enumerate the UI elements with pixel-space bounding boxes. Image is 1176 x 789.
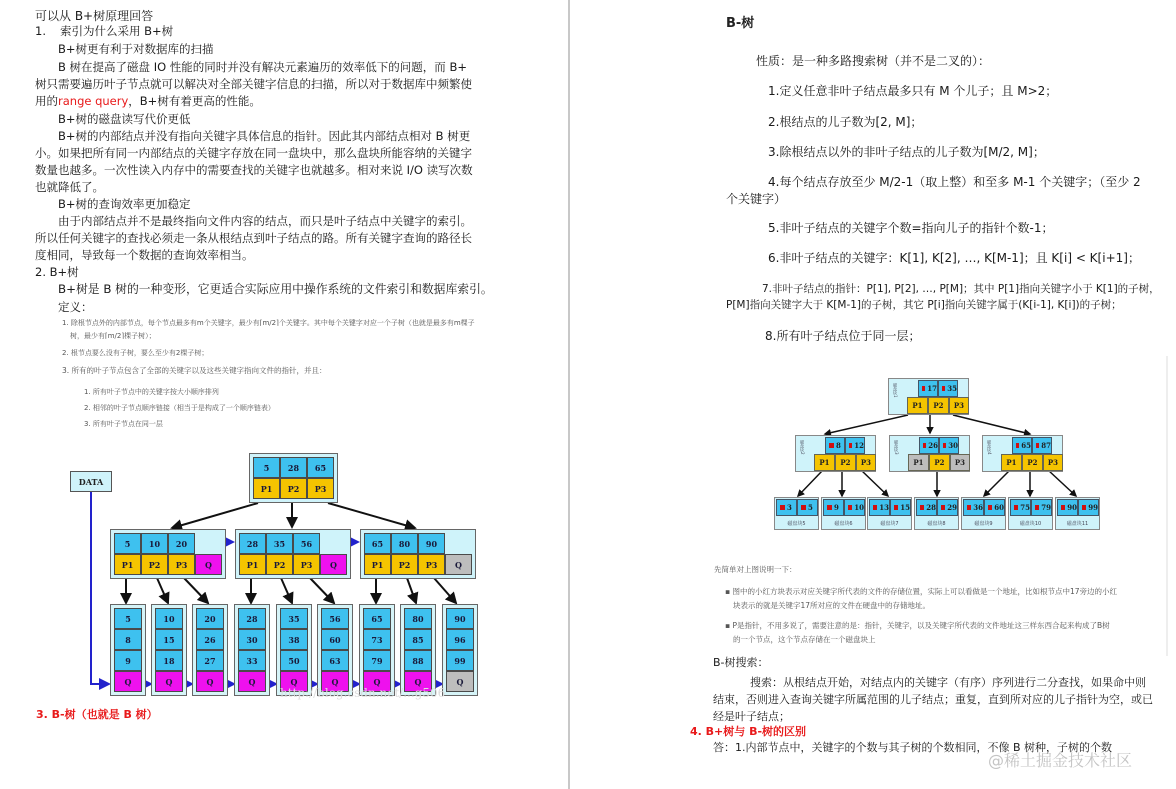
def-item: 2. 根节点要么没有子树，要么至少有2棵子树； [62, 349, 209, 357]
key-cell: 28 [238, 608, 266, 629]
key-cell: 18 [155, 650, 183, 671]
explain-bullet-text: 图中的小红方块表示对应关键字所代表的文件的存储位置，实际上可以看做是一个地址，比如根节点中17旁边的小红 [732, 587, 1118, 596]
key-cell: 8 [114, 629, 142, 650]
p3-heading: B+树的查询效率更加稳定 [58, 197, 191, 211]
pointer-cell: P2 [391, 554, 418, 575]
pointer-cell: P1 [908, 454, 929, 471]
next-pointer-cell: Q [321, 671, 349, 692]
key-cell: 30 [238, 629, 266, 650]
key-cell [1031, 499, 1052, 516]
next-pointer-cell: Q [195, 554, 222, 575]
key-cell: 96 [446, 629, 474, 650]
address-marker-icon [1016, 443, 1019, 448]
key-cell [963, 499, 984, 516]
key-cell: 88 [404, 650, 432, 671]
pointer-cell: P2 [928, 397, 949, 414]
key-value: 79 [1041, 503, 1051, 512]
key-cell: 10 [155, 608, 183, 629]
key-cell [825, 437, 845, 454]
key-value: 28 [926, 503, 936, 512]
address-marker-icon [829, 443, 834, 448]
btree-leaf-node [1055, 497, 1100, 530]
key-value: 8 [836, 441, 841, 450]
key-cell [1012, 437, 1032, 454]
key-value: 90 [1067, 503, 1077, 512]
key-cell: 56 [293, 533, 320, 554]
key-cell: 5 [253, 457, 280, 478]
def-item: 树，最少有⌈m/2⌉棵子树）； [70, 332, 156, 340]
address-marker-icon [1035, 505, 1039, 510]
next-pointer-cell: Q [114, 671, 142, 692]
key-cell: 26 [196, 629, 224, 650]
pointer-cell: P1 [114, 554, 141, 575]
section2-title: 2. B+树 [35, 265, 79, 279]
explain-bullet-cont: 的一个节点，这个节点存储在一个磁盘块上 [733, 635, 876, 644]
pointer-cell: P1 [239, 554, 266, 575]
bplus-leaf-node [317, 604, 353, 696]
disk-block-label: 磁盘块5 [787, 521, 806, 527]
next-pointer-cell: Q [238, 671, 266, 692]
explain-intro: 先简单对上图说明一下： [714, 565, 797, 574]
key-cell: 38 [280, 629, 308, 650]
left-page [0, 0, 568, 789]
intro-text: 可以从 B+树原理回答 [35, 9, 154, 23]
pointer-cell: P3 [949, 397, 969, 414]
definition-label: 定义： [58, 300, 93, 314]
key-cell: 85 [404, 629, 432, 650]
sub-item: 1. 所有叶子节点中的关键字按大小顺序排列 [84, 388, 219, 396]
pointer-cell: P3 [293, 554, 320, 575]
address-marker-icon [988, 505, 992, 510]
key-value: 65 [1021, 441, 1031, 450]
p1-line-tail: ，B+树有着更高的性能。 [128, 94, 261, 108]
key-cell: 90 [446, 608, 474, 629]
bplus-leaf-node [110, 604, 146, 696]
key-value: 30 [948, 441, 958, 450]
key-value: 87 [1041, 441, 1051, 450]
key-cell [939, 437, 959, 454]
next-pointer-cell: Q [155, 671, 183, 692]
key-cell: 5 [114, 608, 142, 629]
p1-line-prefix: 用的 [35, 94, 58, 108]
btree-leaf-node [821, 497, 866, 530]
key-cell [918, 380, 938, 397]
def-item: 1. 除根节点外的内部节点，每个节点最多有m个关键字，最少有⌈m/2⌉个关键字。其中每个关键字对应一个子树（也就是最多有m棵子 [62, 319, 475, 327]
btree-leaf-node [914, 497, 959, 530]
btree-leaf-node [867, 497, 912, 530]
pointer-cell: P3 [1043, 454, 1063, 471]
key-cell [869, 499, 890, 516]
p2-heading: B+树的磁盘读写代价更低 [58, 112, 191, 126]
disk-block-label: 磁盘块2 [800, 440, 805, 455]
explain-bullet: ▪ 图中的小红方块表示对应关键字所代表的文件的存储位置，实际上可以看做是一个地址，比如根节点中17旁边的小红 [725, 587, 1118, 596]
btree-rule: 2.根结点的儿子数为[2, M]； [768, 115, 923, 129]
key-cell: 63 [321, 650, 349, 671]
address-marker-icon [967, 505, 971, 510]
bplus-root-node [249, 453, 338, 503]
key-cell [1078, 499, 1099, 516]
address-marker-icon [894, 505, 898, 510]
pointer-cell: P1 [814, 454, 835, 471]
pointer-cell: P2 [141, 554, 168, 575]
address-marker-icon [780, 505, 785, 510]
btree-internal-node [795, 435, 876, 472]
p2-line: 小。如果把所有同一内部结点的关键字存放在同一盘块中，那么盘块所能容纳的关键字 [35, 146, 472, 160]
pointer-cell: P1 [364, 554, 391, 575]
p3-line: 由于内部结点并不是最终指向文件内容的结点，而只是叶子结点中关键字的索引。 [58, 214, 472, 228]
disk-block-label: 磁盘块9 [974, 521, 993, 527]
next-pointer-cell: Q [280, 671, 308, 692]
disk-block-label: 磁盘块10 [1019, 521, 1042, 527]
key-cell [984, 499, 1005, 516]
key-value: 26 [928, 441, 938, 450]
pointer-cell: P3 [950, 454, 970, 471]
pointer-cell: P1 [1001, 454, 1022, 471]
pointer-cell: P2 [835, 454, 856, 471]
key-cell: 60 [321, 629, 349, 650]
btree-root-node [888, 378, 969, 415]
pointer-cell: P2 [266, 554, 293, 575]
btree-rule: 4.每个结点存放至少 M/2-1（取上整）和至多 M-1 个关键字；（至少 2 [768, 175, 1141, 189]
address-marker-icon [923, 443, 926, 448]
key-value: 12 [854, 441, 864, 450]
pointer-cell: P2 [1022, 454, 1043, 471]
bplus-leaf-node [234, 604, 270, 696]
next-pointer-cell: Q [446, 671, 474, 692]
key-cell [1032, 437, 1052, 454]
disk-block-label: 磁盘块6 [834, 521, 853, 527]
key-cell [845, 437, 865, 454]
disk-block-label: 磁盘块7 [880, 521, 899, 527]
address-marker-icon [941, 505, 945, 510]
juejin-watermark: @稀土掘金技术社区 [988, 751, 1133, 770]
key-cell [919, 437, 939, 454]
key-cell: 99 [446, 650, 474, 671]
key-cell [937, 499, 958, 516]
bplus-leaf-node [192, 604, 228, 696]
p2-line: B+树的内部结点并没有指向关键字具体信息的指针。因此其内部结点相对 B 树更 [58, 129, 471, 143]
key-value: 15 [900, 503, 910, 512]
key-value: 10 [854, 503, 864, 512]
btree-rule: 6.非叶子结点的关键字：K[1], K[2], …, K[M-1]；且 K[i] < K[i+1]； [768, 251, 1140, 265]
bplus-internal-node [360, 529, 476, 579]
key-value: 3 [787, 503, 792, 512]
right-page [570, 0, 1176, 789]
explain-bullet-cont: 块表示的就是关键字17所对应的文件在硬盘中的存储地址。 [733, 601, 931, 610]
btree-internal-node [889, 435, 970, 472]
key-cell: 79 [363, 650, 391, 671]
key-cell: 56 [321, 608, 349, 629]
address-marker-icon [1036, 443, 1039, 448]
address-marker-icon [873, 505, 877, 510]
empty-cell [320, 533, 347, 554]
key-value: 9 [834, 503, 839, 512]
key-cell [916, 499, 937, 516]
key-value: 17 [927, 384, 937, 393]
btree-rule: 个关键字） [726, 192, 787, 206]
key-cell: 10 [141, 533, 168, 554]
next-pointer-cell: Q [363, 671, 391, 692]
btree-leaf-node [961, 497, 1006, 530]
key-cell: 80 [404, 608, 432, 629]
btree-title: B-树 [726, 16, 755, 31]
key-cell: 33 [238, 650, 266, 671]
next-pointer-cell: Q [445, 554, 472, 575]
btree-leaf-node [1008, 497, 1053, 530]
pointer-cell: P3 [168, 554, 195, 575]
key-cell [823, 499, 844, 516]
bplus-leaf-node [151, 604, 187, 696]
disk-block-label: 磁盘块3 [894, 440, 899, 455]
def-item: 3. 所有的叶子节点包含了全部的关键字以及这些关键字指向文件的指针，并且： [62, 366, 327, 375]
answer-line: 答：1.内部节点中，关键字的个数与其子树的个数相同，不像 B 树种，子树的个数 [713, 741, 1113, 754]
disk-block-label: 磁盘块4 [987, 440, 992, 455]
address-marker-icon [849, 443, 852, 448]
bplus-leaf-node [442, 604, 478, 696]
address-marker-icon [1061, 505, 1065, 510]
bplus-leaf-node [276, 604, 312, 696]
bplus-internal-node [235, 529, 351, 579]
section2-desc: B+树是 B 树的一种变形，它更适合实际应用中操作系统的文件索引和数据库索引。 [58, 282, 493, 296]
empty-cell [195, 533, 222, 554]
pointer-cell: P3 [856, 454, 876, 471]
key-cell: 80 [391, 533, 418, 554]
btree-rule: 7.非叶子结点的指针：P[1], P[2], …, P[M]；其中 P[1]指向关键字小于 K[1]的子树， [762, 283, 1160, 295]
next-pointer-cell: Q [196, 671, 224, 692]
key-cell [776, 499, 797, 516]
p3-line: 所以任何关键字的查找必须走一条从根结点到叶子结点的路。所有关键字查询的路径长 [35, 231, 472, 245]
address-marker-icon [920, 505, 924, 510]
pointer-cell: P2 [929, 454, 950, 471]
key-cell: 65 [363, 608, 391, 629]
p2-line: 数量也越多。一次性读入内存中的需要查找的关键字也就越多。相对来说 I/O 读写次数 [35, 163, 473, 177]
key-cell: 15 [155, 629, 183, 650]
btree-rule: 5.非叶子结点的关键字个数=指向儿子的指针个数-1； [768, 221, 1054, 235]
explain-bullet: ▪ P是指针，不用多说了，需要注意的是：指针，关键字，以及关键字所代表的文件地址这三样东西合起来构成了B树 [725, 621, 1110, 630]
address-marker-icon [848, 505, 852, 510]
key-cell [1057, 499, 1078, 516]
address-marker-icon [942, 386, 945, 391]
btree-rule: 3.除根结点以外的非叶子结点的儿子数为[M/2, M]； [768, 145, 1045, 159]
key-value: 75 [1020, 503, 1030, 512]
address-marker-icon [922, 386, 925, 391]
next-pointer-cell: Q [404, 671, 432, 692]
key-value: 5 [808, 503, 813, 512]
pointer-cell: P2 [280, 478, 307, 499]
explain-bullet-text: P是指针，不用多说了，需要注意的是：指针，关键字，以及关键字所代表的文件地址这三样东西合起来构成了B树 [732, 621, 1110, 630]
pointer-cell: P3 [307, 478, 334, 499]
btree-leaf-node [774, 497, 819, 530]
key-value: 99 [1088, 503, 1098, 512]
key-cell: 27 [196, 650, 224, 671]
disk-block-label: 磁盘块11 [1066, 521, 1089, 527]
sub-item: 3. 所有叶子节点在同一层 [84, 420, 163, 428]
disk-block-label: 磁盘块1 [893, 383, 898, 398]
key-cell: 28 [280, 457, 307, 478]
bplus-leaf-node [400, 604, 436, 696]
key-cell: 35 [280, 608, 308, 629]
p1-line: B 树在提高了磁盘 IO 性能的同时并没有解决元素遍历的效率低下的问题，而 B+ [58, 60, 467, 74]
btree-rule: 1.定义任意非叶子结点最多只有 M 个儿子；且 M>2； [768, 84, 1058, 98]
pointer-cell: P1 [907, 397, 928, 414]
section1-title: 索引为什么采用 B+树 [60, 24, 174, 38]
search-title: B-树搜索： [713, 656, 769, 669]
sub-item: 2. 相邻的叶子节点顺序链接（相当于是构成了一个顺序链表） [84, 404, 275, 412]
page-edge-shadow [1166, 356, 1168, 656]
address-marker-icon [1014, 505, 1018, 510]
search-line: 结束，否则进入查询关键字所属范围的儿子结点；重复，直到所对应的儿子指针为空，或已 [713, 693, 1153, 706]
section1-number: 1. [35, 24, 46, 38]
address-marker-icon [827, 505, 832, 510]
key-cell [890, 499, 911, 516]
key-cell: 5 [114, 533, 141, 554]
range-query-highlight: range query [58, 94, 129, 108]
key-cell: 65 [364, 533, 391, 554]
key-cell: 35 [266, 533, 293, 554]
key-cell: 20 [196, 608, 224, 629]
key-value: 35 [947, 384, 957, 393]
p3-line: 度相同，导致每一个数据的查询效率相当。 [35, 248, 254, 262]
search-line: 搜索：从根结点开始，对结点内的关键字（有序）序列进行二分查找，如果命中则 [750, 676, 1146, 689]
disk-block-label: 磁盘块8 [927, 521, 946, 527]
pointer-cell: P1 [253, 478, 280, 499]
btree-rule: P[M]指向关键字大于 K[M-1]的子树，其它 P[i]指向关键字属于(K[i-1], K[i])的子树； [726, 299, 1122, 311]
p1-line [35, 96, 261, 108]
key-value: 29 [947, 503, 957, 512]
key-cell: 65 [307, 457, 334, 478]
bplus-leaf-node [359, 604, 395, 696]
bplus-internal-node [110, 529, 226, 579]
p1-heading: B+树更有利于对数据库的扫描 [58, 42, 214, 56]
key-cell [938, 380, 958, 397]
key-cell: 50 [280, 650, 308, 671]
key-cell [1010, 499, 1031, 516]
btree-rule: 8.所有叶子结点位于同一层； [765, 329, 921, 343]
key-value: 36 [973, 503, 983, 512]
address-marker-icon [1082, 505, 1086, 510]
address-marker-icon [943, 443, 946, 448]
btree-nature: 性质：是一种多路搜索树（并不是二叉的）： [756, 54, 991, 68]
diagram-watermark: http://blog.csdn.net/...g506 [280, 686, 446, 700]
key-cell [844, 499, 865, 516]
p2-line: 也就降低了。 [35, 180, 104, 194]
key-cell [797, 499, 818, 516]
address-marker-icon [801, 505, 806, 510]
search-line: 经是叶子结点； [713, 710, 790, 723]
section4-title: 4. B+树与 B-树的区别 [690, 725, 807, 738]
empty-cell [445, 533, 472, 554]
section3-title: 3. B-树（也就是 B 树） [36, 708, 158, 721]
btree-internal-node [982, 435, 1063, 472]
pointer-cell: P3 [418, 554, 445, 575]
p1-line: 树只需要遍历叶子节点就可以解决对全部关键字信息的扫描，所以对于数据库中频繁使 [35, 77, 472, 91]
key-value: 13 [879, 503, 889, 512]
key-cell: 28 [239, 533, 266, 554]
key-cell: 73 [363, 629, 391, 650]
key-cell: 9 [114, 650, 142, 671]
key-cell: 20 [168, 533, 195, 554]
key-cell: 90 [418, 533, 445, 554]
next-pointer-cell: Q [320, 554, 347, 575]
key-value: 60 [994, 503, 1004, 512]
data-box: DATA [70, 471, 112, 492]
